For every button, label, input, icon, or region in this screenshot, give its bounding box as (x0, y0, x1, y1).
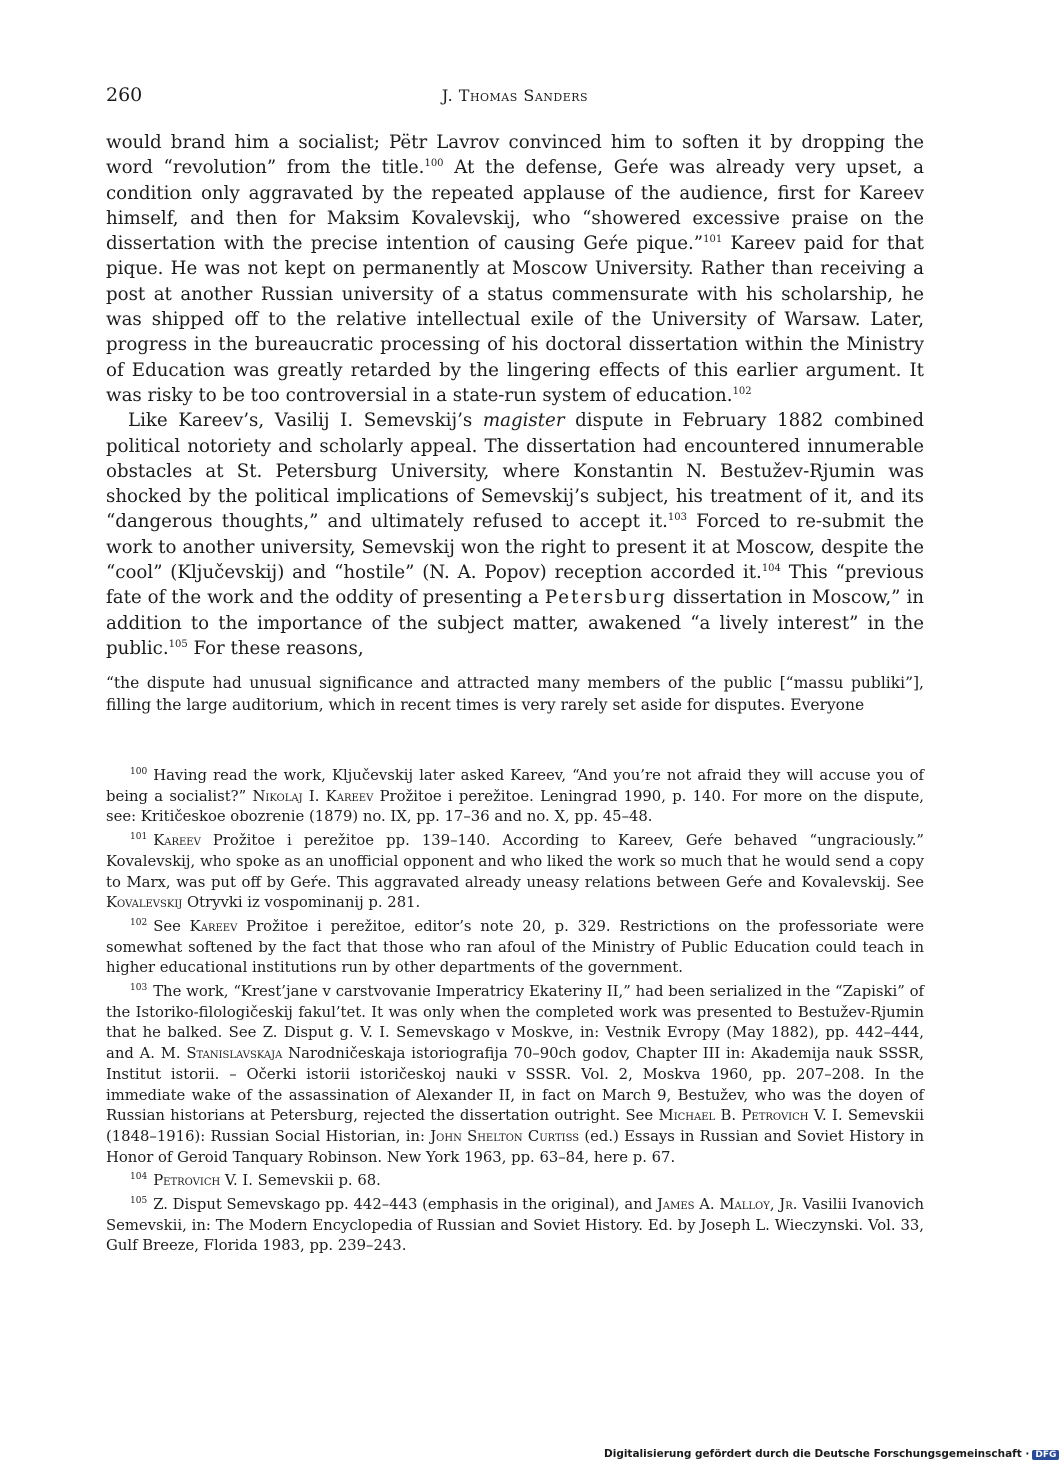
author-name: Kovalevskij (106, 894, 183, 912)
text-run: Z. Disput Semevskago pp. 442–443 (emphasis in the original), and (153, 1196, 657, 1214)
text-run: Like Kareev’s, Vasilij I. Semevskij’s (128, 410, 483, 432)
author-name: Kareev (153, 832, 201, 850)
page-header (106, 84, 924, 112)
author-name: James A. Malloy, Jr. (656, 1196, 798, 1214)
footnotes (106, 766, 924, 1260)
footnote-marker: 103 (667, 512, 688, 524)
text-run: At the defense, Geŕe was already very upset, a condition only aggravated by the repeated applause of the audience, first for Kareev himself, and then for Maksim Kovalevskij, who “showered excessive praise on the dissertation with the precise intention of causing Geŕe pique.” (106, 157, 924, 255)
footnote (106, 831, 924, 914)
text-run: Forced to re-submit the work to another university, Semevskij won the right to present it at Moscow, despite the “cool” (Ključevskij) and “hostile” (N. A. Popov) reception accorded it. (106, 511, 924, 584)
banner-text: Digitalisierung gefördert durch die Deutsche Forschungsgemeinschaft · (604, 1448, 1030, 1460)
main-text (106, 130, 924, 661)
text-run: Otryvki iz vospominanij p. 281. (182, 894, 421, 912)
text-run: Prožitoe i perežitoe pp. 139–140. According to Kareev, Geŕe behaved “ungraciously.” Kovalevskij, who spoke as an unofficial opponent and who liked the work so much that he would send a copy to Marx, was put off by Geŕe. This aggravated already uneasy relations between Geŕe and Kovalevskij. See (106, 832, 924, 891)
text-run: would brand him a socialist; Pëtr Lavrov convinced him to soften it by dropping the word “revolution” from the title. (106, 132, 924, 179)
footnote-marker: 105 (168, 638, 188, 650)
text-run: Narodničeskaja istoriografija 70–90ch godov, Chapter III in: Akademija nauk SSSR, Institut istorii. – Očerki istorii istoričeskoj nauki v SSSR. Vol. 2, Moskva 1960, pp. 207–208. In the immediate wake of the assassination of Alexander II, in fact on March 9, Bestužev, who was the doyen of Russian historians at Petersburg, rejected the dissertation outright. See (106, 1045, 924, 1125)
block-quote: “the dispute had unusual significance and attracted many members of the public [“massu publiki”], filling the large auditorium, which in recent times is very rarely set aside for disputes. Everyone (106, 674, 924, 714)
text-run: Prožitoe i perežitoe. Leningrad 1990, p. 140. For more on the dispute, see: Kritičeskoe obozrenie (1879) no. IX, pp. 17–36 and no. X, pp. 45–48. (106, 787, 924, 826)
text-run: Kareev paid for that pique. He was not kept on permanently at Moscow University. Rather than receiving a post at another Russian university of a status commensurate with his scholarship, he was shipped off to the relative intellectual exile of the University of Warsaw. Later, progress in the bureaucratic processing of his doctoral dissertation within the Ministry of Education was greatly retarded by the lingering effects of this earlier argument. It was risky to be too controversial in a state-run system of education. (106, 233, 924, 406)
footnote (106, 1171, 924, 1192)
footnote-marker: 101 (703, 234, 723, 246)
text-run: See (153, 917, 190, 935)
text-run: V. I. Semevskii p. 68. (220, 1172, 381, 1190)
text-run: V. I. Semevskii (1848–1916): Russian Social Historian, in: (106, 1107, 924, 1145)
text-run: This “previous fate of the work and the oddity of presenting a (106, 562, 924, 609)
footnote-marker: 101 (130, 832, 148, 843)
digitization-banner (604, 1448, 1059, 1460)
footnote-marker: 100 (130, 767, 148, 777)
footnote-marker: 104 (761, 563, 781, 575)
footnote (106, 1195, 924, 1257)
running-head: J. Thomas Sanders (441, 86, 589, 105)
author-name: Nikolaj I. Kareev (252, 787, 374, 805)
footnote-marker: 105 (130, 1196, 148, 1207)
footnote-marker: 100 (424, 158, 444, 170)
text-run: dispute in February 1882 combined political notoriety and scholarly appeal. The dissertation had encountered innumerable obstacles at St. Petersburg University, where Konstantin N. Bestužev-Rjumin was shocked by the political implications of Semevskij’s subject, his treatment of it, and its “dangerous thoughts,” and ultimately refused to accept it. (106, 410, 924, 533)
author-name: Petrovich (153, 1172, 221, 1190)
text-run: Having read the work, Ključevskij later asked Kareev, “And you’re not afraid they will accuse you of being a socialist?” (106, 767, 924, 805)
text-run: The work, “Krest’jane v carstvovanie Imperatricy Ekateriny II,” had been serialized in the “Zapiski” of the Istoriko-filologičeskij fakul’tet. It was only when the completed work was presented to Bestužev-Rjumin that he balked. See Z. Disput g. V. I. Semevskago v Moskve, in: Vestnik Evropy (May 1882), pp. 442–444, and A. M. (106, 983, 924, 1063)
footnote (106, 766, 924, 828)
text-run: For these reasons, (187, 637, 364, 659)
footnote (106, 917, 924, 979)
footnote-marker: 103 (130, 983, 148, 994)
author-name: Kareev (189, 917, 238, 935)
footnote-marker: 102 (732, 385, 752, 397)
text-run: Prožitoe i perežitoe, editor’s note 20, p. 329. Restrictions on the professoriate were somewhat softened by the fact that those who ran afoul of the Ministry of Public Education could teach in higher educational institutions run by other departments of the government. (106, 917, 924, 977)
author-name: Stanislavskaja (186, 1045, 283, 1063)
text-run: dissertation in Moscow,” in addition to the importance of the subject matter, awakened “a lively interest” in the public. (106, 587, 924, 659)
paragraph (106, 130, 924, 408)
page-number: 260 (106, 84, 143, 106)
paragraph (106, 408, 924, 661)
text-run: (ed.) Essays in Russian and Soviet History in Honor of Geroid Tanquary Robinson. New York 1963, pp. 63–84, here p. 67. (106, 1127, 924, 1166)
spaced-emphasis: Petersburg (544, 587, 667, 609)
author-name: John Shelton Curtiss (430, 1127, 580, 1145)
dfg-logo: DFG (1032, 1450, 1059, 1460)
author-name: Michael B. Petrovich (658, 1107, 809, 1125)
footnote (106, 982, 924, 1168)
footnote-marker: 102 (130, 917, 148, 928)
text-run: Vasilii Ivanovich Semevskii, in: The Modern Encyclopedia of Russian and Soviet History. Ed. by Joseph L. Wieczynski. Vol. 33, Gulf Breeze, Florida 1983, pp. 239–243. (106, 1196, 924, 1255)
footnote-marker: 104 (130, 1172, 148, 1183)
italic-term: magister (482, 410, 565, 432)
